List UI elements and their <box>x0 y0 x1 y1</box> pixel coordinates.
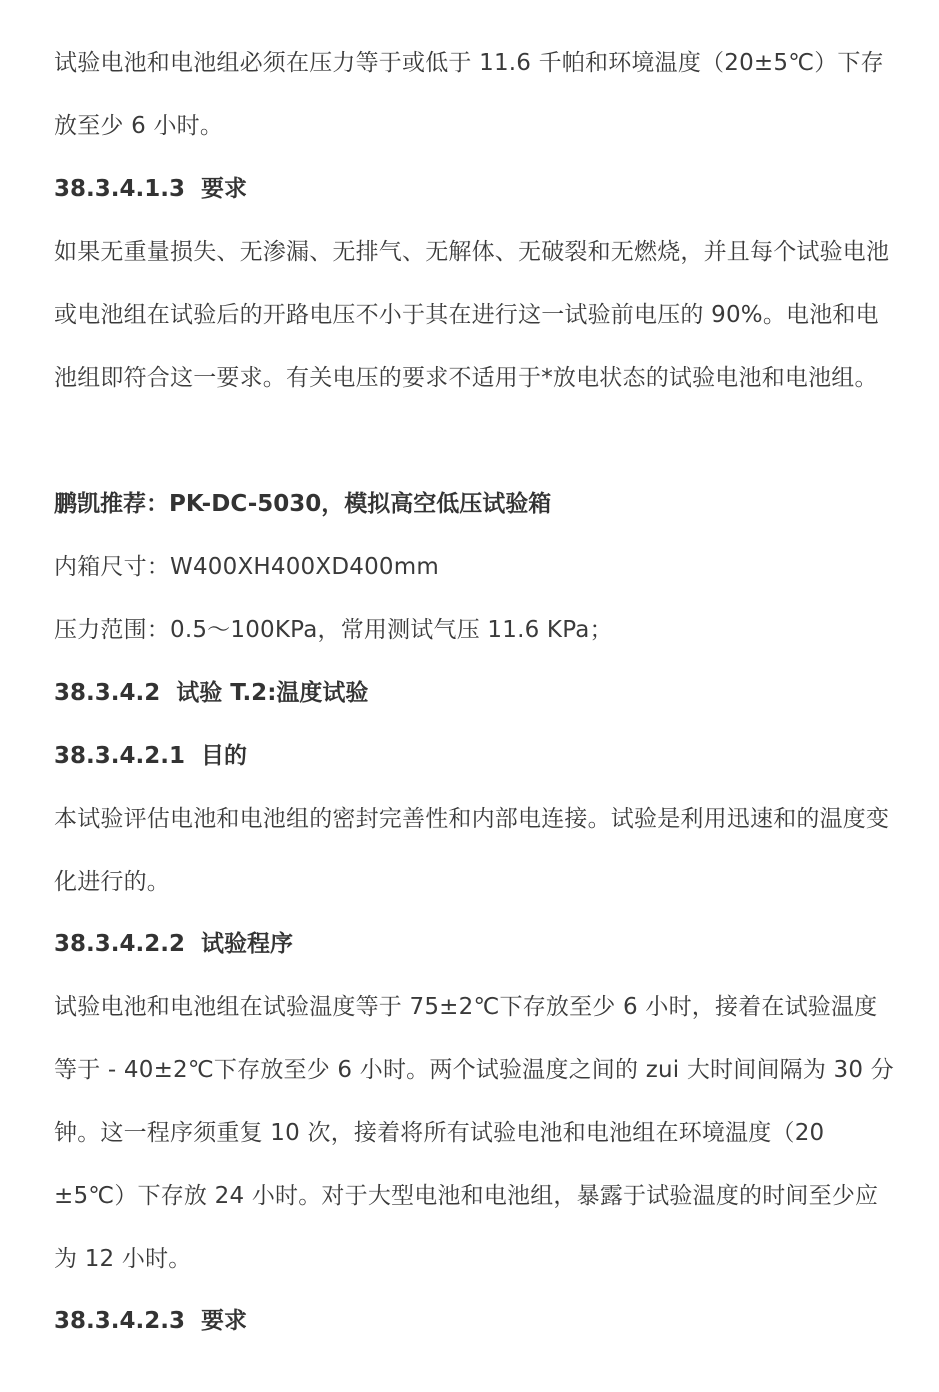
heading-38-3-4-2-3: 38.3.4.2.3 要求 <box>54 1308 247 1334</box>
paragraph-inner-box-size: 内箱尺寸：W400XH400XD400mm <box>54 554 439 580</box>
paragraph-requirement-voltage: 如果无重量损失、无渗漏、无排气、无解体、无破裂和无燃烧，并且每个试验电池或电池组在试验后的开路电压不小于其在进行这一试验前电压的 90%。电池和电池组即符合这一要求。有关电压的要求不适用于*放电状态的试验电池和电池组。 <box>54 239 890 391</box>
heading-recommendation: 鹏凯推荐：PK-DC-5030，模拟高空低压试验箱 <box>54 491 552 517</box>
heading-38-3-4-1-3: 38.3.4.1.3 要求 <box>54 176 247 202</box>
heading-38-3-4-2-1: 38.3.4.2.1 目的 <box>54 743 247 769</box>
paragraph-purpose: 本试验评估电池和电池组的密封完善性和内部电连接。试验是利用迅速和的温度变化进行的。 <box>54 806 890 895</box>
heading-38-3-4-2: 38.3.4.2 试验 T.2:温度试验 <box>54 680 369 706</box>
heading-38-3-4-2-2: 38.3.4.2.2 试验程序 <box>54 931 293 957</box>
paragraph-test-procedure: 试验电池和电池组在试验温度等于 75±2℃下存放至少 6 小时，接着在试验温度等于 - 40±2℃下存放至少 6 小时。两个试验温度之间的 zui 大时间间隔为 30 分钟。这一程序须重复 10 次，接着将所有试验电池和电池组在环境温度（20±5℃）下存放 24 小时。对于大型电池和电池组，暴露于试验温度的时间至少应为 12 小时。 <box>54 994 894 1272</box>
paragraph-storage-pressure: 试验电池和电池组必须在压力等于或低于 11.6 千帕和环境温度（20±5℃）下存放至少 6 小时。 <box>54 50 884 139</box>
paragraph-pressure-range: 压力范围：0.5～100KPa，常用测试气压 11.6 KPa； <box>54 617 613 643</box>
